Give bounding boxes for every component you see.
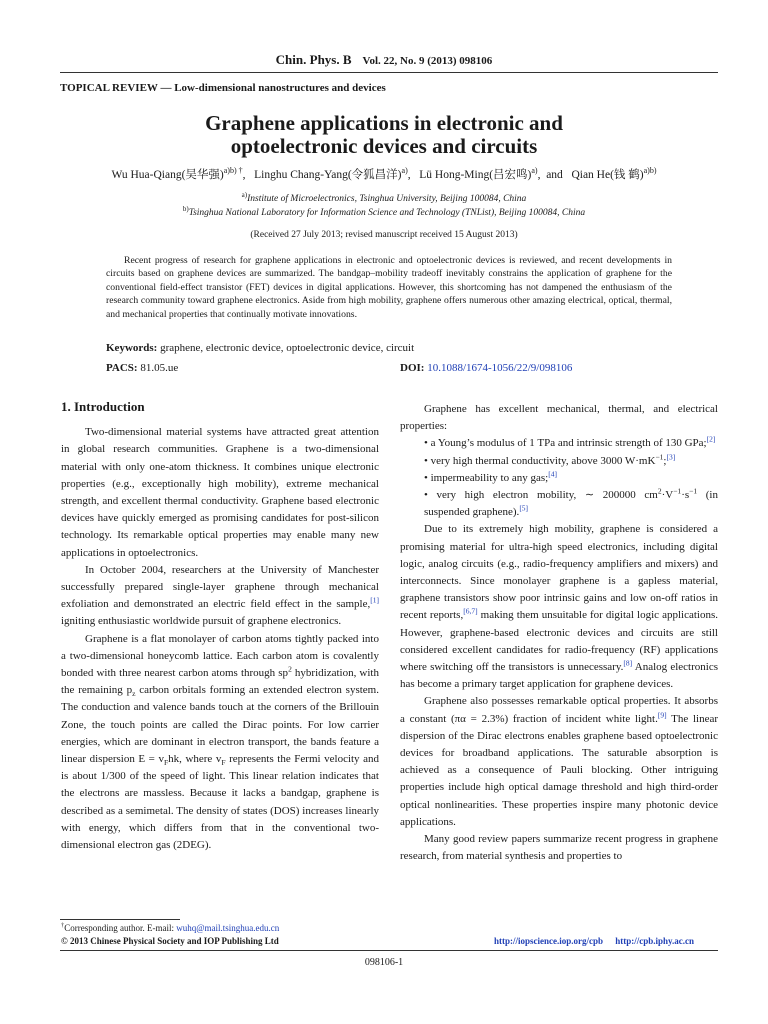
bottom-rule bbox=[60, 950, 718, 951]
page-number: 098106-1 bbox=[364, 957, 404, 968]
citation-link[interactable]: [2] bbox=[706, 434, 716, 444]
journal-links bbox=[494, 936, 694, 946]
doi-link[interactable]: 10.1088/1674-1056/22/9/098106 bbox=[427, 362, 573, 374]
paragraph: Many good review papers summarize recent progress in graphene research, from material synthesis and properties to bbox=[400, 833, 718, 863]
footnote-text: Corresponding author. E-mail: bbox=[64, 923, 177, 933]
affiliation-a-text: Institute of Microelectronics, Tsinghua University, Beijing 100084, China bbox=[247, 194, 527, 205]
paper-title bbox=[0, 112, 768, 158]
paragraph: Two-dimensional material systems have attracted great attention in global research communities. Graphene is a two-dimensional material with only one-atom thickness. It combines unique electronic properties (e.g., exceptionally high mobility), extreme mechanical strength, and excellent thermal conductivity. Graphene based electronic devices have quickly emerged as promising candidates for post-silicon technology. Its remarkable optical properties may enable many new applications in optoelectronics. bbox=[61, 426, 379, 559]
journal-name: Chin. Phys. B bbox=[275, 52, 352, 67]
citation-link[interactable]: [1] bbox=[370, 595, 379, 605]
citation-link[interactable]: [4] bbox=[548, 469, 557, 479]
section-heading: 1. Introduction bbox=[61, 399, 145, 414]
affiliation-b bbox=[0, 205, 768, 218]
journal-header bbox=[0, 52, 768, 68]
footnote-mark: † bbox=[61, 922, 65, 929]
author-name: Qian He(钱 鹤) bbox=[571, 169, 644, 181]
abstract: Recent progress of research for graphene applications in electronic and optoelectronic devices is reviewed, and recent developments in circuits based on graphene devices are summarized. The bandgap–mobility tradeoff inevitably constrains the application of graphene for the conventional field-effect transistor (FET) devices in digital applications. However, this shortcoming has not dampened the enthusiasm of the research community toward graphene electronics. Aside from high mobility, graphene offers numerous other amazing electrical, optical, thermal, and mechanical properties that continually motivate innovations. bbox=[106, 255, 672, 320]
citation-link[interactable]: [5] bbox=[519, 503, 529, 513]
list-item: • a Young’s modulus of 1 TPa and intrinsic strength of 130 GPa;[2] bbox=[424, 434, 716, 450]
left-column bbox=[61, 398, 379, 854]
journal-volume-info: Vol. 22, No. 9 (2013) 098106 bbox=[362, 55, 493, 67]
pacs-label: PACS: bbox=[106, 362, 138, 374]
affiliation-a-label: a) bbox=[241, 191, 248, 199]
doi-label: DOI: bbox=[400, 362, 425, 374]
header-rule bbox=[60, 72, 718, 73]
received-dates: (Received 27 July 2013; revised manuscript received 15 August 2013) bbox=[250, 230, 518, 240]
list-item: • very high thermal conductivity, above 3000 $W\cdot mK^{-1};[3]$ bbox=[424, 451, 676, 467]
affiliation-a bbox=[0, 191, 768, 204]
copyright: © 2013 Chinese Physical Society and IOP Publishing Ltd bbox=[61, 936, 279, 946]
author-affil-mark: a)b) bbox=[643, 166, 657, 176]
author-affil-mark: a) bbox=[531, 166, 538, 176]
citation-link[interactable]: [6,7] bbox=[463, 606, 478, 616]
paragraph: Graphene also possesses remarkable optical properties. It absorbs a constant (πα = 2.3%) fraction of incident white light.[9] The linear dispersion of the Dirac electrons enables graphene based optoelectronic devices for broadband applications. The saturable absorption is achieved as a consequence of Pauli blocking. Other intriguing properties include high optical damage threshold and high third-order optical nonlinearities. These properties inspire many photonic device applications. bbox=[400, 695, 718, 828]
author-name: Lü Hong-Ming(吕宏鸣) bbox=[419, 169, 532, 181]
citation-link[interactable]: [8] bbox=[623, 658, 633, 668]
citation-link[interactable]: [3] bbox=[666, 451, 676, 461]
author-affil-mark: a)b) † bbox=[223, 166, 243, 176]
footnote bbox=[61, 922, 279, 933]
keywords bbox=[106, 342, 672, 354]
list-item: • very high electron mobility, ∼ 200000 $cm^2\cdot V^{-1}\cdot s^{-1}$ (in suspended graphene).[5] bbox=[424, 486, 718, 519]
citation-link[interactable]: [9] bbox=[657, 710, 667, 719]
title-line-1: Graphene applications in electronic and bbox=[205, 111, 563, 135]
author-name: Wu Hua-Qiang(吴华强) bbox=[111, 169, 224, 181]
section-category: TOPICAL REVIEW — Low-dimensional nanostructures and devices bbox=[60, 82, 386, 94]
iopscience-link[interactable]: http://iopscience.iop.org/cpb bbox=[494, 936, 604, 946]
keywords-label: Keywords: bbox=[106, 342, 158, 354]
paragraph: In October 2004, researchers at the University of Manchester successfully prepared single-layer graphene through mechanical exfoliation and demonstrated an electric field effect in the sample,[1] igniting enthusiastic worldwide pursuit of graphene electronics. bbox=[61, 563, 379, 628]
cpb-link[interactable]: http://cpb.iphy.ac.cn bbox=[615, 936, 695, 946]
author-affil-mark: a) bbox=[401, 166, 408, 176]
title-line-2: optoelectronic devices and circuits bbox=[230, 134, 538, 158]
paragraph: Graphene is a flat monolayer of carbon atoms tightly packed into a two-dimensional honeycomb lattice. Each carbon atom is covalently bonded with three nearest carbon atoms through $sp^2$ hybridization, with the remaining $p_z$ carbon orbitals forming an extended electron system. The conduction and valence bands touch at the corners of the Brillouin Zone, the touch points are called the Dirac points. For low carrier energies, which are dominant in electron transport, the bands feature a linear dispersion $E = v_Fhk$, where $v_F$ represents the Fermi velocity and is about 1/300 of the speed of light. This linear relation indicates that the electrons are massless. Because it lacks a bandgap, graphene is described as a semimetal. The density of states (DOS) increases linearly with energy, which differs from that in the conventional two-dimensional electron gas (2DEG). bbox=[61, 632, 380, 852]
affiliation-b-label: b) bbox=[182, 205, 189, 213]
paragraph: Due to its extremely high mobility, graphene is considered a promising material for ultra-high speed electronics, including digital logic, analog circuits (e.g., radio-frequency amplifiers and mixers) and interconnects. Since monolayer graphene is a gapless material, graphene transistors show poor intrinsic gains and low on-off ratios in recent reports,[6,7] making them unsuitable for digital logic applications. However, graphene-based electronic devices and circuits are still considered excellent candidates for radio-frequency (RF) applications where switching off the transistors is unnecessary.[8] Analog electronics has become a primary target application for graphene devices. bbox=[400, 523, 718, 691]
right-column bbox=[400, 401, 718, 865]
author-email-link[interactable]: wuhq@mail.tsinghua.edu.cn bbox=[176, 923, 280, 933]
list-item: • impermeability to any gas;[4] bbox=[424, 469, 557, 484]
pacs bbox=[106, 362, 178, 374]
author-list: Wu Hua-Qiang(吴华强)$^{a)b) \dagger}$, Linghu Chang-Yang(令狐昌洋)$^{a)}$, Lü Hong-Ming(吕宏鸣)$^{a)}$, and Qian He(钱 鹤)$^{a)b)}$ bbox=[111, 166, 657, 181]
paragraph: Graphene has excellent mechanical, thermal, and electrical properties: bbox=[400, 403, 718, 433]
keywords-text: graphene, electronic device, optoelectronic device, circuit bbox=[160, 342, 415, 354]
pacs-code: 81.05.ue bbox=[140, 362, 179, 374]
doi bbox=[400, 362, 572, 374]
author-name: Linghu Chang-Yang(令狐昌洋) bbox=[254, 169, 402, 181]
affiliation-b-text: Tsinghua National Laboratory for Information Science and Technology (TNList), Beijing 100084, China bbox=[188, 208, 586, 219]
footnote-rule bbox=[60, 919, 180, 920]
